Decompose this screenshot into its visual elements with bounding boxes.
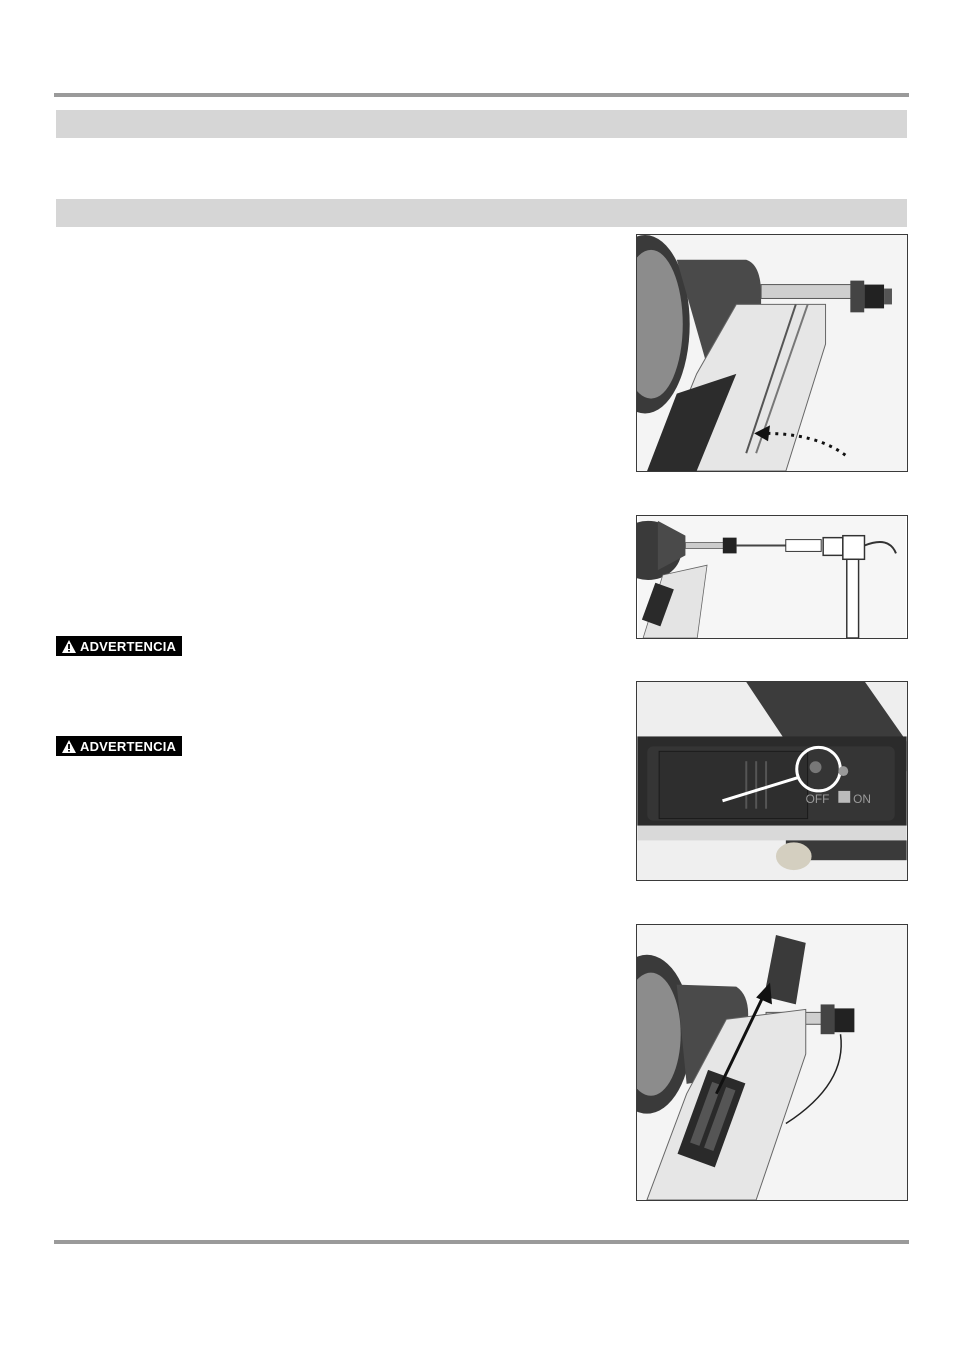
warning-label: ADVERTENCIA: [80, 738, 177, 754]
section-header-band-1: [56, 110, 907, 138]
warning-badge-1: [56, 636, 182, 656]
figure-hammer-pin: [636, 515, 908, 639]
warning-label: ADVERTENCIA: [80, 638, 177, 654]
warning-triangle-icon: [62, 640, 76, 653]
figure-battery-removal-drawing: [637, 925, 907, 1200]
switch-on-label: ON: [853, 791, 871, 806]
figure-hammer-pin-drawing: [637, 516, 907, 638]
warning-triangle-icon: [62, 740, 76, 753]
figure-battery-switch-drawing: [637, 682, 907, 880]
warning-badge-2: [56, 736, 182, 756]
section-header-band-2: [56, 199, 907, 227]
figure-battery-removal: [636, 924, 908, 1201]
bottom-rule: [54, 1240, 909, 1244]
switch-off-label: OFF: [805, 791, 830, 806]
figure-battery-switch: [636, 681, 908, 881]
top-rule: [54, 93, 909, 97]
figure-trigger-arrow: [636, 234, 908, 472]
figure-trigger-arrow-drawing: [637, 235, 907, 471]
